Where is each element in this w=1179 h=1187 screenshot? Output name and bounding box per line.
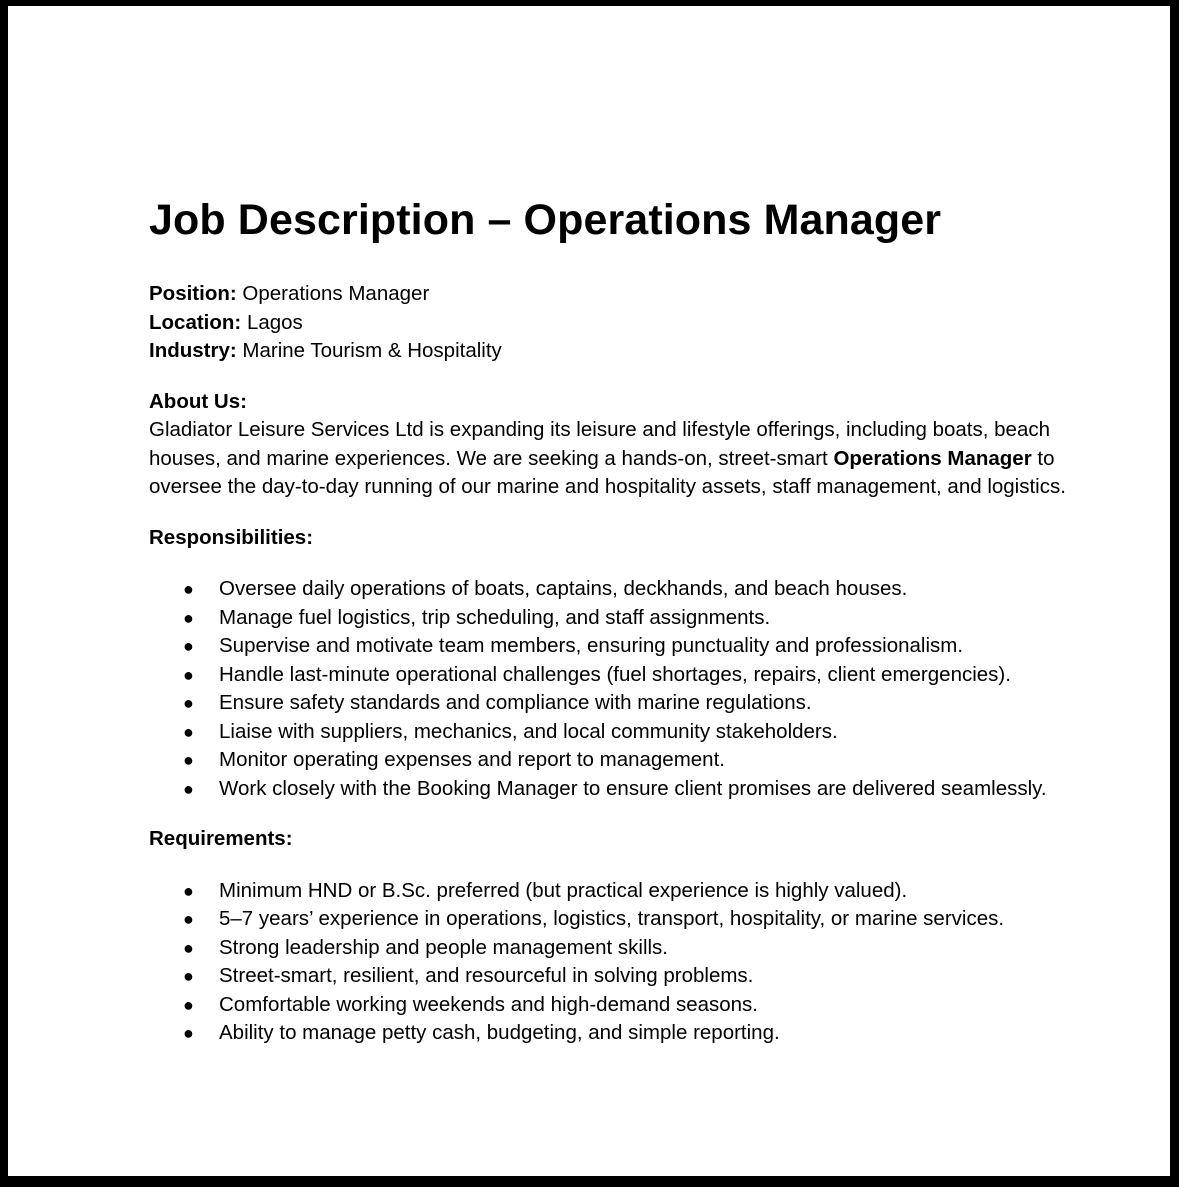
bullet-icon: ●: [183, 909, 194, 929]
list-item-text: Oversee daily operations of boats, captains, deckhands, and beach houses.: [219, 577, 908, 600]
list-item: [149, 689, 1109, 718]
bullet-icon: ●: [183, 1023, 194, 1043]
bullet-icon: ●: [183, 778, 194, 799]
list-item: [149, 604, 1109, 633]
list-item: [149, 962, 1109, 991]
requirements-heading: Requirements:: [149, 827, 293, 850]
meta-industry: [149, 337, 1109, 366]
list-item: [149, 575, 1109, 604]
bullet-icon: ●: [183, 693, 194, 713]
list-item-text: Handle last-minute operational challenges (fuel shortages, repairs, client emergencies).: [219, 662, 1011, 686]
bullet-icon: ●: [183, 579, 194, 599]
document-page: [8, 6, 1170, 1176]
job-meta: [149, 280, 1109, 366]
meta-label: Position:: [149, 282, 237, 305]
bullet-icon: ●: [183, 721, 194, 742]
list-item: [149, 661, 1109, 690]
list-item: [149, 991, 1109, 1020]
document-title: Job Description – Operations Manager: [149, 196, 942, 244]
meta-value: Operations Manager: [236, 282, 430, 305]
list-item: [149, 1019, 1109, 1048]
meta-value: Lagos: [241, 310, 303, 334]
list-item-text: Work closely with the Booking Manager to ensure client promises are delivered seamlessly.: [219, 776, 1047, 800]
requirements-list: [149, 877, 1109, 1048]
about-text-before: Gladiator Leisure Services Ltd is expanding its leisure and lifestyle offerings, including boats, beach houses, and marine experiences. We are seeking a hands-on, street-smart: [149, 418, 1050, 470]
bullet-icon: ●: [183, 607, 194, 628]
list-item-text: 5–7 years’ experience in operations, logistics, transport, hospitality, or marine services.: [219, 907, 1005, 930]
list-item-text: Monitor operating expenses and report to management.: [219, 748, 725, 771]
list-item-text: Ensure safety standards and compliance with marine regulations.: [219, 691, 812, 714]
bullet-icon: ●: [183, 880, 194, 901]
meta-label: Location:: [149, 310, 242, 334]
about-heading: About Us:: [149, 389, 247, 413]
about-text-after: to oversee the day-to-day running of our marine and hospitality assets, staff management, and logistics.: [149, 446, 1066, 498]
bullet-icon: ●: [183, 994, 194, 1015]
list-item: [149, 934, 1109, 963]
bullet-icon: ●: [183, 937, 194, 958]
meta-label: Industry:: [149, 339, 237, 362]
responsibilities-heading: Responsibilities:: [149, 525, 314, 549]
list-item-text: Supervise and motivate team members, ensuring punctuality and professionalism.: [219, 634, 964, 657]
list-item: [149, 718, 1109, 747]
list-item: [149, 905, 1109, 934]
meta-position: [149, 280, 1109, 309]
bullet-icon: ●: [183, 966, 194, 986]
list-item-text: Strong leadership and people management skills.: [219, 935, 668, 959]
list-item: [149, 632, 1109, 661]
about-paragraph: [149, 416, 1109, 502]
list-item-text: Manage fuel logistics, trip scheduling, and staff assignments.: [219, 605, 771, 629]
list-item-text: Street-smart, resilient, and resourceful in solving problems.: [219, 964, 754, 987]
bullet-icon: ●: [183, 636, 194, 656]
list-item-text: Comfortable working weekends and high-demand seasons.: [219, 992, 759, 1016]
list-item-text: Liaise with suppliers, mechanics, and local community stakeholders.: [219, 719, 838, 743]
meta-location: [149, 309, 1109, 338]
meta-value: Marine Tourism & Hospitality: [236, 339, 502, 362]
bullet-icon: ●: [183, 664, 194, 685]
about-bold-role: Operations Manager: [833, 446, 1032, 470]
bullet-icon: ●: [183, 750, 194, 770]
list-item-text: Ability to manage petty cash, budgeting, and simple reporting.: [219, 1021, 780, 1044]
document-content: [149, 192, 1109, 1048]
list-item: [149, 775, 1109, 804]
list-item: [149, 877, 1109, 906]
responsibilities-list: [149, 575, 1109, 803]
list-item: [149, 746, 1109, 775]
list-item-text: Minimum HND or B.Sc. preferred (but practical experience is highly valued).: [219, 878, 908, 902]
